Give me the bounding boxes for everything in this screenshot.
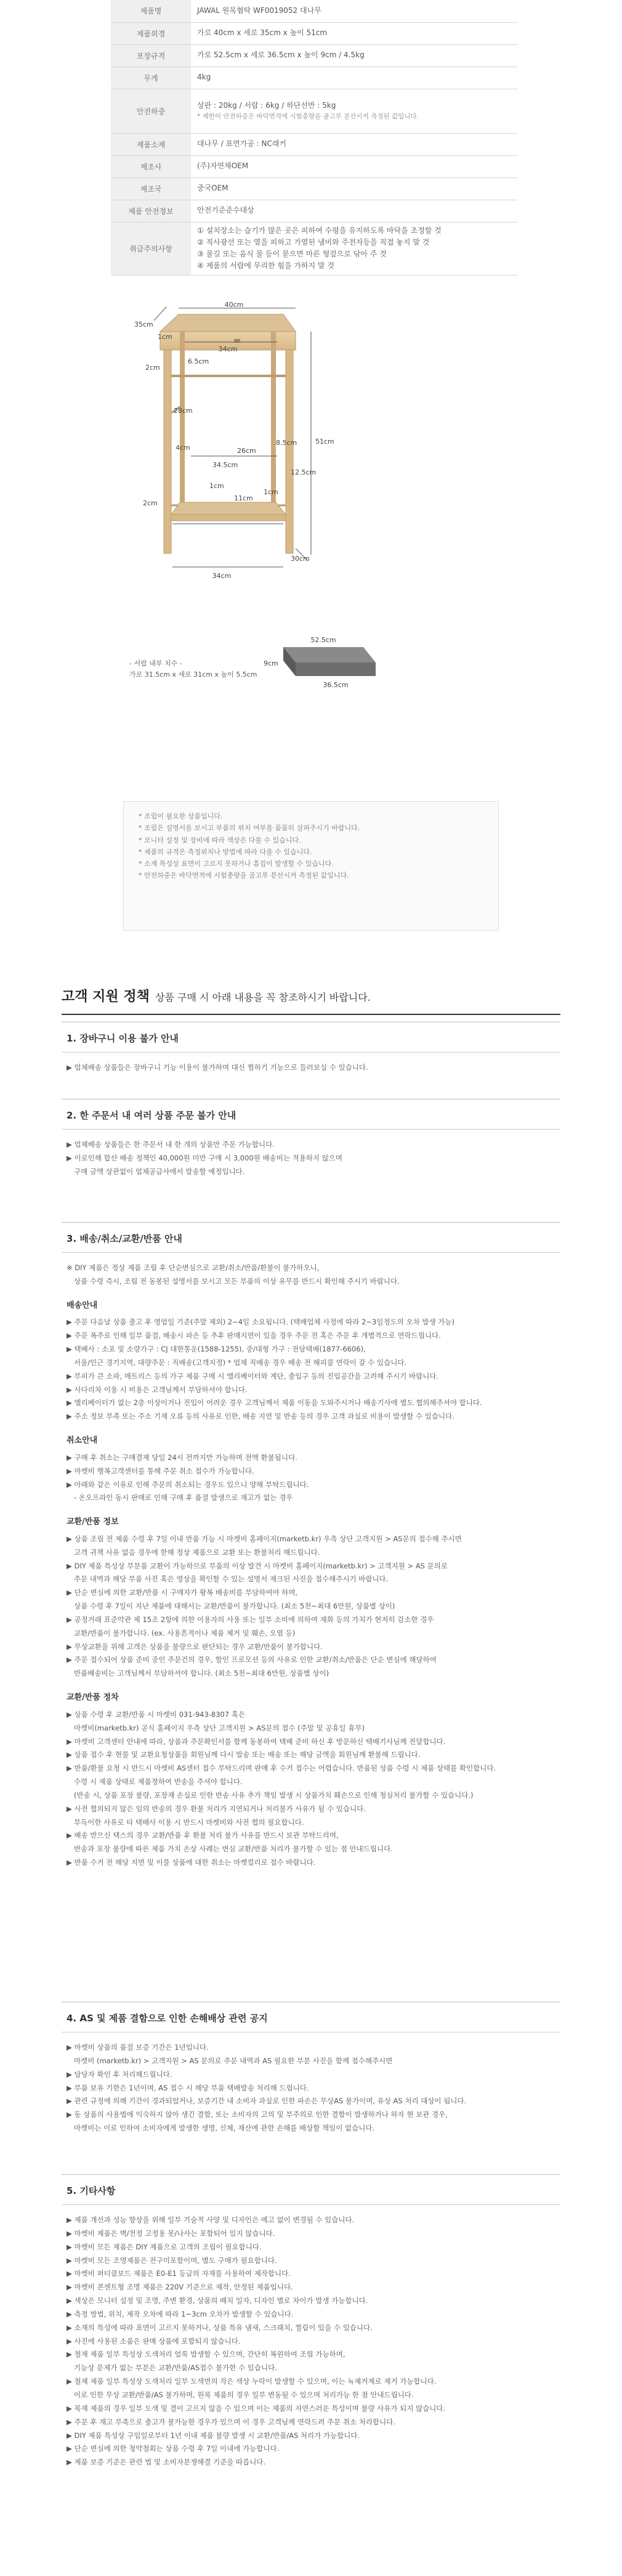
spec-key: 무게: [111, 67, 191, 89]
policy-line: ▶ 마켓비 고객센터 안내에 따라, 상품과 주문확인서를 함께 동봉하여 택배 준비 하신 후 방문하신 택배기사님께 전달합니다.: [67, 1737, 446, 1746]
package-box: [283, 647, 376, 676]
policy-line: ▶ DIY 제품 특성상 구입일로부터 1년 이내 제품 불량 발생 시 교환/반품/AS 처리가 가능합니다.: [67, 2431, 360, 2440]
policy-line: 마켓비 (marketb.kr) > 고객지원 > AS 문의로 주문 내역과 AS 필요한 부분 사진을 함께 접수해주시면: [74, 2056, 393, 2065]
policy-line: ▶ 마켓비 행복고객센터를 통해 주문 취소 접수가 가능합니다.: [67, 1466, 254, 1475]
policy-line: ▶ 반품 수거 전 해당 지면 및 이물 상품에 대한 취소는 마켓컬리로 접수 바랍니다.: [67, 1858, 316, 1867]
policy-line: ▶ 무상교환을 위해 고객은 상품을 불량으로 판단되는 경우 교환/반품이 불가합니다.: [67, 1642, 323, 1651]
dim-2cm-side: 2cm: [145, 364, 160, 372]
policy-line: ▶ 동 상품의 사용법에 익숙하지 않아 생긴 결함, 또는 소비자의 고의 및 부주의로 인한 결함이 발생하거나 하자 현 보관 경우,: [67, 2110, 448, 2119]
policy-line: ▶ 부품 보유 기한은 1년이며, AS 접수 시 해당 부품 택배발송 처리해 드립니다.: [67, 2083, 309, 2092]
support-divider: [62, 1014, 560, 1015]
dim-34-top: 34cm: [218, 345, 238, 353]
policy-line: ▶ 주문 다음날 상품 출고 후 영업일 기준(주말 제외) 2~4일 소요됩니다. (택배업체 사정에 따라 2~3일정도의 오차 발생 가능): [67, 1318, 454, 1327]
policy-line: ▶ 철제 제품 일부 특성상 도색처리 일부 도색면의 작은 색상 누락이 발생할 수 있으며, 이는 녹제거제로 제거 가능합니다.: [67, 2377, 437, 2386]
policy-section: [62, 1100, 560, 1189]
policy-line: ▶ 마켓비 퍼티클보드 제품은 E0-E1 등급의 자재를 사용하여 제작합니다.: [67, 2269, 291, 2278]
policy-line: 이로 인한 무상 교환/반품/AS 불가하며, 원목 제품의 경우 일부 변동될 수 있으며 처리가능 한 점 안내드립니다.: [74, 2390, 414, 2399]
policy-line: ▶ 담당자 확인 후 처리해드립니다.: [67, 2069, 172, 2079]
policy-line: 교환/반품이 불가합니다. (ex. 사용흔적이나 제품 제거 및 훼손, 오염 등): [74, 1628, 296, 1637]
policy-section: [62, 2003, 560, 2145]
policy-line: 고객 귀책 사유 없음 경우에 한해 정상 제품으로 교환 또는 환불처리 해드립니다.: [74, 1547, 320, 1557]
spec-row: [111, 67, 517, 89]
spec-value-line: ④ 제품의 서랍에 무리한 힘을 가하지 말 것: [197, 261, 334, 271]
notice-box: [123, 801, 499, 931]
policy-line: ▶ 아래와 같은 이유로 인해 주문의 취소되는 경우도 있으니 양해 부탁드립니다.: [67, 1480, 309, 1489]
policy-section: [62, 1223, 560, 1880]
box-dim-9: 9cm: [264, 659, 278, 667]
leg-front-right: [286, 350, 293, 553]
support-title: 고객 지원 정책: [62, 989, 150, 1005]
policy-section-body: [62, 1130, 560, 1189]
dim-1cm-mid: 1cm: [209, 482, 224, 490]
policy-line: ▶ 주문 후 재고 부족으로 출고가 불가능한 경우가 있으며 이 경우 고객님께 연락드려 주문 취소 처리합니다.: [67, 2417, 395, 2426]
policy-line: 서울/인근 경기지역, 대량주문 : 직배송(고객지정) * 업체 직배송 경우 배송 전 해피콜 연락이 갈 수 있습니다.: [74, 1358, 407, 1367]
policy-subheading: 배송안내: [67, 1300, 98, 1310]
policy-line: ▶ 주문 폭주로 인해 일부 품절, 배송시 파손 등 추후 판매지연이 있을 경우 주문 전 혹은 주문 후 개별적으로 연락드립니다.: [67, 1331, 441, 1340]
spec-row: [111, 22, 517, 44]
section-divider: [62, 2174, 560, 2175]
spec-key: 제품외경: [111, 22, 191, 44]
spec-value-line: 안전기준준수대상: [197, 206, 254, 215]
notice-line: * 조립이 필요한 상품입니다.: [139, 812, 223, 820]
drawer-caption-size: 가로 31.5cm x 세로 31cm x 높이 5.5cm: [129, 670, 257, 679]
dim-width-40: 40cm: [224, 302, 244, 309]
tabletop: [160, 314, 296, 332]
policy-line: ▶ 반품/환불 요청 시 반드시 마켓비 AS센터 접수 부탁드리며 판매 후 수거 접수는 어렵습니다. 반품된 상품 수령 시 제품 상태를 확인합니다.: [67, 1764, 496, 1773]
policy-line: ▶ 업체배송 상품들은 한 주문서 내 한 개의 상품만 주문 가능합니다.: [67, 1140, 275, 1149]
dim-4: 4cm: [176, 444, 190, 452]
spec-value-line: 가로 52.5cm x 세로 36.5cm x 높이 9cm / 4.5kg: [197, 51, 365, 60]
spec-value: [191, 155, 517, 177]
dim-34-5: 34.5cm: [212, 461, 238, 469]
policy-line: ▶ 배송 받으신 택스의 경우 교환/반품 후 환불 처리 불가 사유를 반드시 보관 부탁드리며,: [67, 1831, 339, 1840]
spec-value: [191, 89, 517, 133]
policy-line: ▶ 제품 보증 기준은 관련 법 및 소비자분쟁해결 기준을 따릅니다.: [67, 2458, 266, 2467]
policy-line: ▶ 마켓비 상품의 품질 보증 기간은 1년입니다.: [67, 2043, 209, 2052]
policy-section: [62, 1023, 560, 1085]
dim-28: 28cm: [174, 407, 193, 415]
bottom-shelf: [171, 502, 286, 515]
policy-line: (반송 시, 상품 포장 불량, 포장재 손실로 인한 반송 사유 추가 책임 발생 시 상품가치 훼손으로 인해 청심처리 불가할 수 있습니다.): [74, 1790, 474, 1800]
policy-line: 부득이한 사유로 타 택배사 이용 시 반드시 마켓비와 사전 협의 필요합니다.: [74, 1817, 304, 1827]
policy-line: 수령 시 제품 상태로 제품정하여 반송을 주셔야 합니다.: [74, 1777, 243, 1787]
spec-value: [191, 133, 517, 155]
spec-value-line: 대나무 / 표면가공 : NC래커: [197, 139, 287, 149]
spec-row: [111, 200, 517, 222]
dim-height-51: 51cm: [315, 438, 334, 446]
policy-section-body: [62, 1253, 560, 1880]
policy-subheading: 취소안내: [67, 1436, 98, 1446]
dim-11: 11cm: [234, 494, 253, 502]
policy-line: ▶ 마켓비 제품은 벽/천정 고정용 못/나사는 포함되어 있지 않습니다.: [67, 2228, 275, 2238]
dimension-drawing: [111, 302, 493, 776]
spec-key: 제품명: [111, 0, 191, 22]
dim-2cm-bottom: 2cm: [143, 499, 158, 507]
spec-row: [111, 0, 517, 22]
policy-line: - 온오프라인 동시 판매로 인해 구매 후 품절 발생으로 재고가 없는 경우: [74, 1493, 293, 1502]
dim-6-5: 6.5cm: [188, 357, 209, 365]
policy-line: ▶ 사진에 사용된 소품은 판매 상품에 포함되지 않습니다.: [67, 2336, 241, 2346]
spec-row: [111, 155, 517, 177]
notice-line: * 소재 특성상 표면이 고르지 못하거나 흠집이 발생할 수 있습니다.: [139, 860, 334, 868]
policy-section-title: 1. 장바구니 이용 불가 안내: [62, 1023, 560, 1053]
spec-value: [191, 44, 517, 67]
notice-line: * 조립은 설명서를 보시고 부품의 위치 여부를 꼼꼼히 살펴주시기 바랍니다.: [139, 824, 360, 833]
dim-8-5: 8.5cm: [276, 439, 297, 447]
policy-line: 마켓비(marketb.kr) 공식 홈페이지 우측 상단 고객지원 > AS문의 접수 (주말 및 공휴일 휴무): [74, 1723, 365, 1732]
policy-line: 상품 수령 후 7일이 지난 제품에 대해서는 교환/반품이 불가합니다. (최소 5천~최대 6만원, 상품별 상이): [74, 1602, 395, 1611]
policy-subheading: 교환/반품 정차: [67, 1693, 119, 1703]
spec-value-line: ① 설치장소는 습기가 많은 곳은 피하여 수평을 유지하도록 바닥을 조정할 것: [197, 226, 442, 235]
policy-line: ▶ 이로인해 합산 배송 정책인 40,000원 미만 구매 시 3,000원 배송비는 적용하지 않으며: [67, 1153, 343, 1162]
policy-section-title: 2. 한 주문서 내 여러 상품 주문 불가 안내: [62, 1100, 560, 1130]
spec-value: [191, 22, 517, 44]
policy-line: ▶ 상품 수령 후 교환/반품 시 마켓비 031-943-8307 혹은: [67, 1710, 246, 1719]
spec-row: [111, 89, 517, 133]
policy-line: ▶ DIY 제품 특성상 부분품 교환이 가능하므로 부품의 이상 발견 시 마켓비 홈페이지(marketb.kr) > 고객지원 > AS 문의로: [67, 1561, 448, 1570]
policy-line: ▶ 상품 접수 후 현물 및 교환요청상품을 회원님께 다시 발송 또는 배송 또는 해당 금액을 회원님께 환불해 드립니다.: [67, 1750, 421, 1759]
policy-line: ▶ 부피가 큰 소파, 매트리스 등의 가구 제품 구매 시 엘리베이터와 계단, 출입구 등의 진입공간을 고려해 주시기 바랍니다.: [67, 1371, 439, 1380]
policy-line: ▶ 주소 정보 부족 또는 주소 기재 오류 등의 사유로 인한, 배송 지연 및 반송 등의 경우 고객 과실로 비용이 발생할 수 있습니다.: [67, 1412, 454, 1421]
dim-30: 30cm: [291, 555, 310, 563]
policy-line: ▶ 상품 조립 전 제품 수령 후 7일 이내 반품 가능 시 마켓비 홈페이지(marketb.kr) 우측 상단 고객지원 > AS문의 접수해 주시면: [67, 1534, 462, 1543]
drawer-caption-title: - 서랍 내부 치수 -: [129, 659, 182, 667]
spec-row: [111, 133, 517, 155]
spec-value: [191, 0, 517, 22]
spec-row: [111, 222, 517, 275]
policy-line: ▶ 측정 방법, 위치, 제작 오차에 따라 1~3cm 오차가 발생할 수 있습니다.: [67, 2309, 294, 2318]
nightstand-diagram: [111, 302, 493, 776]
leg-back-left: [180, 332, 185, 516]
spec-table: [111, 0, 517, 275]
spec-value-line: ③ 물길 또는 음식 물 등이 묻으면 마른 헝겊으로 닦아 주 것: [197, 250, 387, 258]
dim-1cm-top: 1cm: [158, 333, 172, 341]
dim-depth-35: 35cm: [134, 320, 153, 328]
dim-1cm-bot: 1cm: [264, 488, 278, 496]
policy-line: ▶ 단순 변심에 의한 교환/반품 시 구매자가 왕복 배송비를 부담하여야 하며,: [67, 1588, 298, 1597]
notice-line: * 안전하중은 바닥면적에 시험총량을 골고루 분산시켜 측정된 값입니다.: [139, 871, 349, 880]
policy-line: 상품 수령 즉시, 조립 전 동봉된 설명서를 보시고 모든 부품의 이상 유무를 반드시 확인해 주시기 바랍니다.: [74, 1276, 400, 1286]
spec-key: 안전하중: [111, 89, 191, 133]
spec-value: [191, 222, 517, 275]
policy-line: ▶ 마켓비 모든 제품은 DIY 제품으로 고객의 조립이 필요합니다.: [67, 2242, 262, 2251]
policy-line: ▶ 목재 제품의 경우 일부 도색 및 결이 고르지 않을 수 있으며 이는 제품의 자연스러운 특성이며 불량 사유가 되지 않습니다.: [67, 2403, 446, 2413]
policy-section-body: [62, 2032, 560, 2145]
spec-row: [111, 177, 517, 200]
policy-section-title: 3. 배송/취소/교환/반품 안내: [62, 1223, 560, 1253]
spec-value-line: 중국OEM: [197, 184, 228, 193]
spec-value-line: ② 직사광선 또는 열을 피하고 가열된 냄비와 주전자등을 직접 놓지 말 것: [197, 237, 430, 247]
policy-line: 반송과 포장 불량에 따른 제품 가치 손상 사례는 변심 교환/반품 처리가 불가할 수 있는 점 안내드립니다.: [74, 1844, 393, 1854]
leg-front-left: [164, 350, 171, 553]
spec-value: [191, 200, 517, 222]
spec-value: [191, 177, 517, 200]
spec-value-line: 4kg: [197, 73, 211, 82]
policy-section-title: 4. AS 및 제품 결함으로 인한 손해배상 관련 공지: [62, 2003, 560, 2032]
spec-value-line: * 제한이 안전하중은 바닥면적에 시험총량을 골고루 분산시켜 측정된 값입니다.: [197, 113, 419, 121]
spec-row: [111, 44, 517, 67]
policy-line: ▶ 업체배송 상품들은 장바구니 기능 이용이 불가하며 대신 찜하기 기능으로 들러보실 수 있습니다.: [67, 1063, 368, 1072]
policy-line: 반품배송비는 고객님께서 부담하셔야 합니다. (최소 5천~최대 6만원, 상품별 상이): [74, 1669, 329, 1678]
policy-section-body: [62, 1053, 560, 1085]
spec-value: [191, 67, 517, 89]
spec-value-line: 가로 40cm x 세로 35cm x 높이 51cm: [197, 28, 328, 38]
policy-line: ▶ 공정거래 표준약관 제 15조 2항에 의한 이용자의 사용 또는 일부 소비에 의하여 재화 등의 가치가 현저히 감소한 경우: [67, 1615, 434, 1624]
spec-key: 제조사: [111, 155, 191, 177]
spec-value-line: 상판 : 20kg / 서랍 : 6kg / 하단선반 : 5kg: [197, 101, 336, 110]
policy-subheading: 교환/반품 정보: [67, 1517, 119, 1527]
spec-value-line: JAWAL 원목협탁 WF0019052 대나무: [197, 6, 321, 15]
policy-section-body: [62, 2205, 560, 2479]
policy-line: ▶ 사전 협의되지 않은 임의 반송의 경우 환불 처리가 지연되거나 처리불가 사유가 될 수 있습니다.: [67, 1804, 366, 1813]
policy-line: ▶ 마켓비 모든 조명제품은 전구미포함이며, 별도 구매가 필요합니다.: [67, 2256, 277, 2265]
spec-key: 취급주의사항: [111, 222, 191, 275]
policy-line: ▶ 관련 규정에 의해 기간이 경과되었거나, 보증기간 내 소비자 과실로 인한 파손은 무상AS 불가이며, 유상 AS 처리 대상이 됩니다.: [67, 2097, 467, 2106]
spec-key: 제품 안전정보: [111, 200, 191, 222]
policy-line: ▶ 주문 접수되어 상품 준비 중인 주문건의 경우, 할인 프로모션 등의 사유로 인한 교환/취소/반품은 단순 변심에 해당하여: [67, 1655, 437, 1665]
policy-line: ▶ 택배사 : 소포 및 소량가구 : CJ 대한통운(1588-1255), 중/대형 가구 : 전담택배(1877-6606),: [67, 1345, 366, 1354]
policy-section: [62, 2175, 560, 2479]
dim-12-5: 12.5cm: [291, 468, 317, 476]
notice-line: * 모니터 설정 및 장비에 따라 색상은 다를 수 있습니다.: [139, 836, 301, 844]
policy-line: ▶ 철재 제품 일부 특성상 도색처리 얼룩 발생할 수 있으며, 간단히 복원하여 조립 가능하며,: [67, 2350, 345, 2359]
policy-line: ▶ 엘리베이터가 없는 2층 이상이거나 진입이 어려운 경우 고객님께서 제품 이동을 도와주시거나 배송기사에 별도 협의해주셔야 합니다.: [67, 1398, 482, 1408]
notice-line: * 제품의 규격은 측정위치나 방법에 따라 다를 수 있습니다.: [139, 847, 312, 856]
spec-value-line: (주)자연채OEM: [197, 161, 249, 171]
policy-line: ※ DIY 제품은 정상 제품 조립 후 단순변심으로 교환/취소/반품/환불이 불가하오니,: [67, 1263, 320, 1272]
policy-line: ▶ 사다리차 이용 시 비용은 고객님께서 부담하셔야 합니다.: [67, 1385, 248, 1394]
policy-section-title: 5. 기타사항: [62, 2175, 560, 2205]
box-dim-36-5: 36.5cm: [323, 681, 349, 689]
policy-line: 마켓비는 이로 인하여 소비자에게 발생한 생명, 신체, 재산에 관한 손해를 배상할 책임이 없습니다.: [74, 2124, 375, 2133]
policy-line: ▶ 색상은 모니터 설정 및 조명, 주변 환경, 상품의 배치 일자, 디자인 별로 차이가 발생 가능합니다.: [67, 2296, 368, 2305]
support-subtitle: 상품 구매 시 아래 내용을 꼭 참조하시기 바랍니다.: [155, 992, 371, 1003]
policy-line: ▶ 구매 후 취소는 구매결제 당일 24시 전까지만 가능하며 전액 환불됩니다.: [67, 1453, 297, 1462]
policy-line: ▶ 제품 개선과 성능 향상을 위해 일부 기술적 사양 및 디자인은 예고 없이 변경될 수 있습니다.: [67, 2215, 355, 2224]
policy-line: ▶ 마켓비 콘센트형 조명 제품은 220V 기준으로 제작, 안정된 제품입니다.: [67, 2283, 293, 2292]
policy-line: 구매 금액 상관없이 업체공급사에서 발송할 예정입니다.: [74, 1167, 245, 1176]
box-dim-52-5: 52.5cm: [310, 636, 336, 644]
policy-line: ▶ 단순 변심에 의한 청약철회는 상품 수령 후 7일 이내에 가능합니다.: [67, 2444, 280, 2453]
spec-key: 포장규격: [111, 44, 191, 67]
spec-key: 제조국: [111, 177, 191, 200]
spec-key: 제품소재: [111, 133, 191, 155]
dim-26: 26cm: [237, 447, 256, 455]
section-divider: [62, 1222, 560, 1223]
policy-line: ▶ 소재의 특성에 따라 표면이 고르지 못하거나, 상품 특유 냄새, 스크래치, 찔림이 있을 수 있습니다.: [67, 2323, 373, 2332]
policy-line: 기능상 문제가 없는 부분은 교환/반품/AS접수 불가한 수 있습니다.: [74, 2363, 277, 2373]
dim-34-bottom: 34cm: [212, 572, 232, 580]
policy-line: 주문 내역과 해당 부품 사진 혹은 영상을 확인할 수 있는 설명서 제크된 사진을 접수해주시기 바랍니다.: [74, 1575, 389, 1584]
